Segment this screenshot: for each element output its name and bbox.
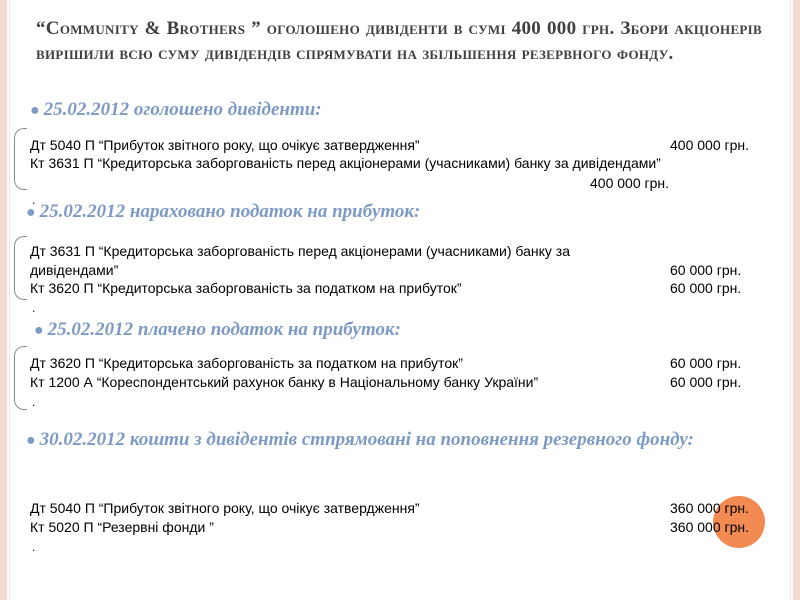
section-heading-text: 25.02.2012 оголошено дивіденти:: [43, 99, 322, 120]
entry-amount: 360 000 грн.: [670, 519, 750, 535]
entry-line: Дт 3620 П “Кредиторська заборгованість за податком на прибуток”: [30, 355, 463, 371]
left-decor-line: [9, 0, 10, 600]
section-heading-3: [34, 318, 401, 343]
entry-line: Кт 1200 А “Кореспондентський рахунок банку в Національному банку України”: [30, 374, 539, 390]
entry-amount: 400 000 грн.: [590, 175, 670, 191]
list-dot: .: [32, 301, 36, 315]
section-heading-text: 30.02.2012 кошти з дивідентів стпрямовані на поповнення резервного фонду:: [39, 429, 694, 450]
entry-amount: 60 000 грн.: [670, 262, 742, 278]
entry-amount: 360 000 грн.: [670, 500, 750, 516]
list-dot: .: [32, 540, 36, 554]
bullet-icon: ●: [34, 322, 44, 339]
entry-amount: 60 000 грн.: [670, 280, 742, 296]
entry-brace-2: [14, 236, 27, 300]
entry-brace-3: [14, 346, 27, 410]
list-dot: .: [32, 193, 36, 207]
entry-brace-1: [14, 128, 27, 190]
section-heading-text: 25.02.2012 плачено податок на прибуток:: [47, 319, 401, 340]
entry-amount: 60 000 грн.: [670, 355, 742, 371]
entry-line: Дт 5040 П “Прибуток звітного року, що очікує затвердження”: [30, 500, 420, 516]
section-heading-text: 25.02.2012 нараховано податок на прибуток:: [39, 201, 421, 222]
entry-amount: 60 000 грн.: [670, 374, 742, 390]
slide-title: “Community & Brothers ” оголошено дивіденти в сумі 400 000 грн. Збори акціонерів вирішили всю суму дивідендів спрямувати на збільшення резервного фонду.: [36, 18, 762, 64]
left-decor-stripe: [0, 0, 7, 600]
entry-line: Кт 3631 П “Кредиторська заборгованість перед акціонерами (учасниками) банку за дивідендами”: [30, 155, 661, 171]
bullet-icon: ●: [26, 432, 36, 449]
entry-line: дивідендами”: [30, 262, 119, 278]
list-dot: .: [32, 395, 36, 409]
entry-line: Кт 3620 П “Кредиторська заборгованість за податком на прибуток”: [30, 280, 462, 296]
entry-line: Дт 5040 П “Прибуток звітного року, що очікує затвердження”: [30, 137, 420, 153]
section-heading-4: [26, 428, 706, 453]
section-heading-2: [26, 200, 420, 225]
entry-line: Кт 5020 П “Резервні фонди ”: [30, 519, 214, 535]
bullet-icon: ●: [30, 102, 40, 119]
section-heading-1: [30, 98, 322, 123]
entry-amount: 400 000 грн.: [670, 137, 750, 153]
entry-line: Дт 3631 П “Кредиторська заборгованість перед акціонерами (учасниками) банку за: [30, 243, 570, 259]
right-decor-stripe: [793, 0, 800, 600]
bullet-icon: ●: [26, 204, 36, 221]
right-decor-line: [790, 0, 791, 600]
